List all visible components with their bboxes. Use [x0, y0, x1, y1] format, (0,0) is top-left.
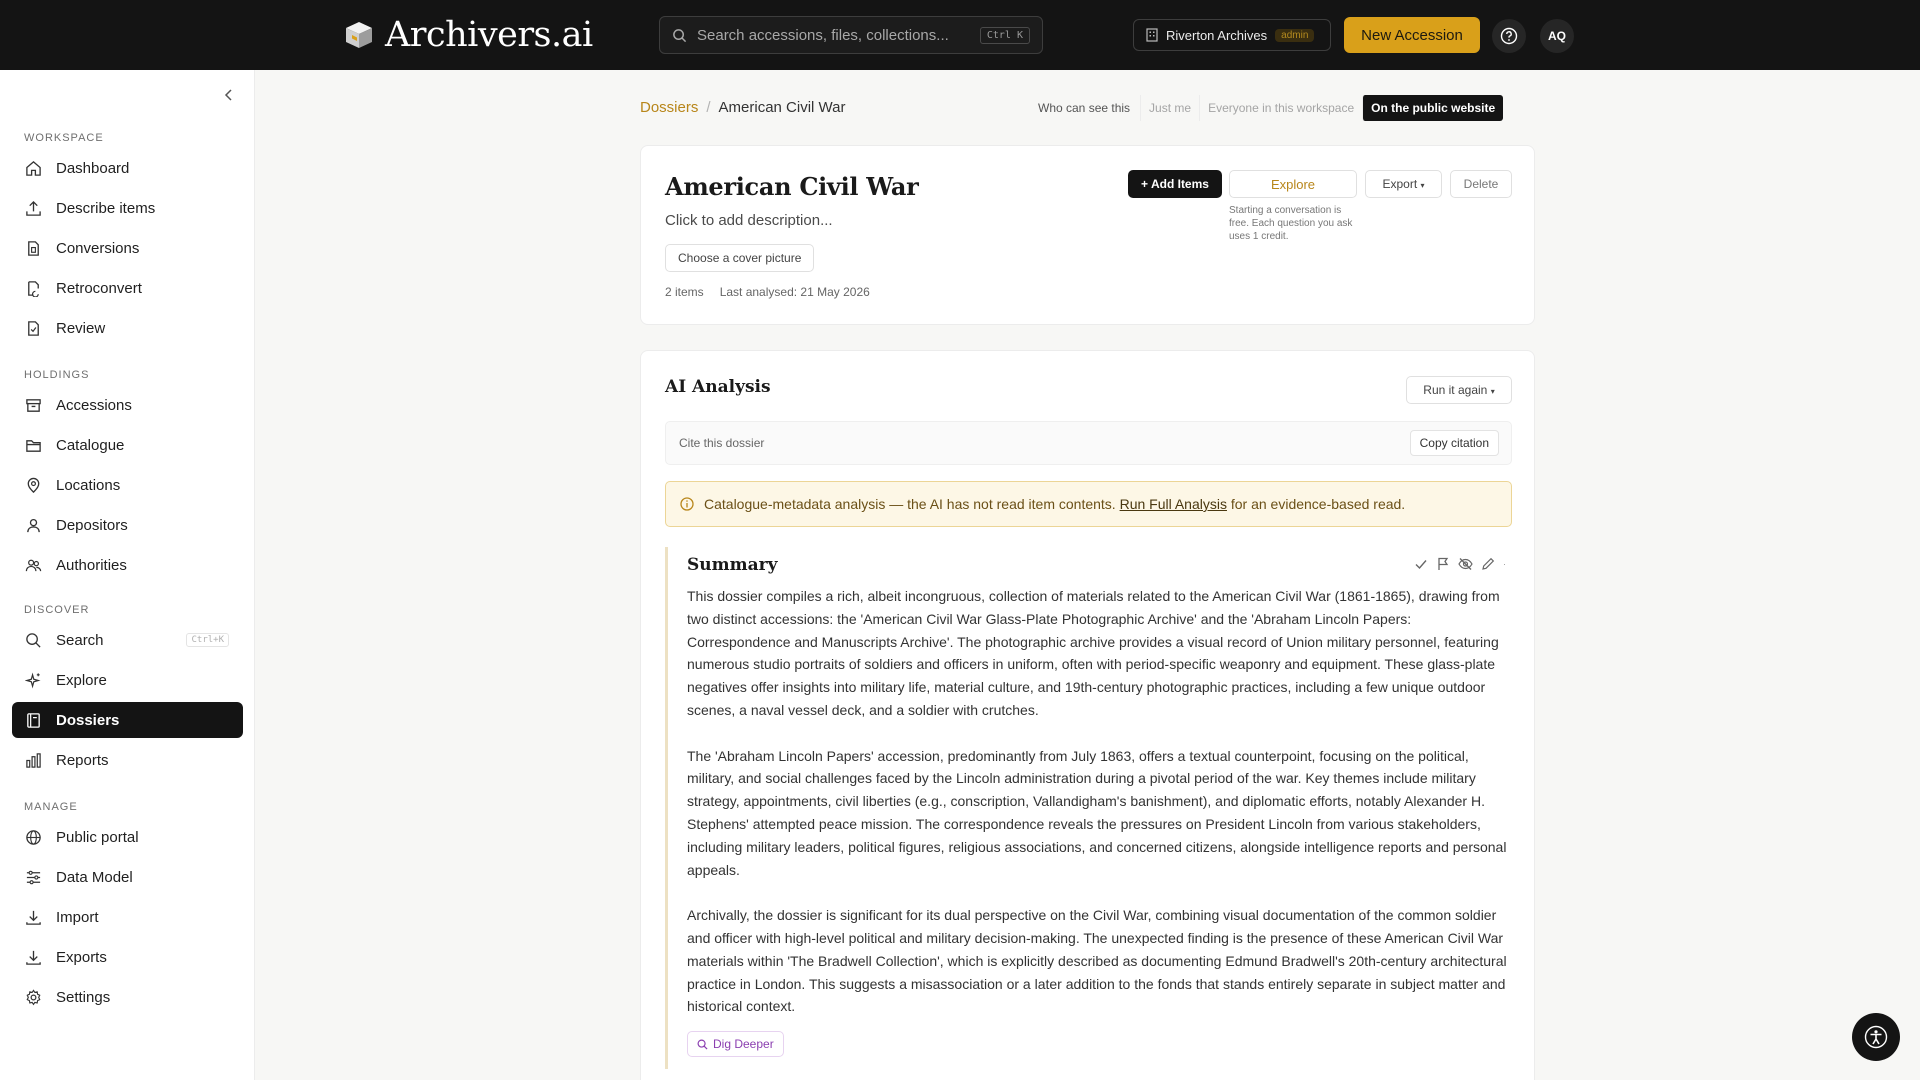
- sidebar: [0, 70, 255, 1080]
- warning-suffix: for an evidence-based read.: [1230, 496, 1406, 512]
- brand-name: Archivers.ai: [385, 15, 593, 55]
- sidebar-item-dossiers[interactable]: [12, 702, 243, 738]
- copy-citation-button[interactable]: Copy citation: [1410, 430, 1499, 456]
- sidebar-item-search[interactable]: [12, 622, 243, 658]
- user-avatar[interactable]: AQ: [1540, 19, 1574, 53]
- help-circle-icon: [1500, 27, 1518, 45]
- sidebar-item-label: Import: [56, 908, 99, 926]
- sidebar-item-label: Search: [56, 631, 104, 649]
- last-analysed: Last analysed: 21 May 2026: [719, 285, 870, 299]
- sidebar-item-label: Exports: [56, 948, 107, 966]
- search-shortcut: Ctrl K: [980, 27, 1030, 44]
- sidebar-item-data-model[interactable]: [12, 859, 243, 895]
- global-search[interactable]: [659, 16, 1043, 54]
- sidebar-item-exports[interactable]: [12, 939, 243, 975]
- sidebar-item-label: Depositors: [56, 516, 128, 534]
- sidebar-item-label: Public portal: [56, 828, 139, 846]
- users-icon: [24, 556, 42, 574]
- sidebar-item-label: Dossiers: [56, 711, 120, 729]
- export-label: Export: [1382, 177, 1418, 191]
- gear-icon: [24, 988, 42, 1006]
- sidebar-item-catalogue[interactable]: [12, 427, 243, 463]
- sidebar-item-label: Explore: [56, 671, 107, 689]
- sidebar-item-explore[interactable]: [12, 662, 243, 698]
- explore-button[interactable]: Explore: [1229, 170, 1357, 198]
- sidebar-item-describe-items[interactable]: [12, 190, 243, 226]
- visibility-option-public[interactable]: On the public website: [1362, 95, 1503, 121]
- sidebar-item-review[interactable]: [12, 310, 243, 346]
- sidebar-item-label: Describe items: [56, 199, 156, 217]
- search-icon: [24, 631, 42, 649]
- ai-analysis-title: AI Analysis: [665, 377, 771, 397]
- accessibility-icon: [1864, 1025, 1888, 1049]
- archive-box-icon: [24, 396, 42, 414]
- visibility-option-workspace[interactable]: Everyone in this workspace: [1199, 95, 1362, 121]
- run-again-button[interactable]: [1406, 376, 1512, 404]
- sidebar-item-label: Settings: [56, 988, 111, 1006]
- sidebar-item-reports[interactable]: [12, 742, 243, 778]
- search-icon: [672, 28, 687, 43]
- export-icon: [24, 948, 42, 966]
- breadcrumb: [640, 99, 846, 116]
- export-button[interactable]: [1365, 170, 1442, 198]
- upload-icon: [24, 199, 42, 217]
- bar-chart-icon: [24, 751, 42, 769]
- sidebar-item-dashboard[interactable]: [12, 150, 243, 186]
- search-shortcut-badge: Ctrl+K: [186, 633, 229, 647]
- visibility-option-just-me[interactable]: Just me: [1140, 95, 1199, 121]
- sidebar-item-public-portal[interactable]: [12, 819, 243, 855]
- pencil-icon[interactable]: [1481, 557, 1495, 571]
- sliders-icon: [24, 868, 42, 886]
- chevron-left-icon: [224, 89, 234, 101]
- summary-section: [665, 547, 1512, 1069]
- add-items-button[interactable]: + Add Items: [1128, 170, 1222, 198]
- run-full-analysis-link[interactable]: Run Full Analysis: [1119, 496, 1227, 512]
- summary-paragraph: This dossier compiles a rich, albeit incongruous, collection of materials related to the American Civil War (1861-1865), drawing from two distinct accessions: the 'American Civil War Glass-Plate Photographic Archive' and the 'Abraham Lincoln Papers: Correspondence and Manuscripts Archive'. The photographic archive provides a visual record of Union military personnel, featuring numerous studio portraits of soldiers and officers in uniform, often with period-specific weaponry and equipment. These glass-plate negatives offer insights into military life, material culture, and 19th-century photographic practices, including a few unique outdoor scenes, a naval vessel deck, and a soldier with crutches.: [687, 588, 1500, 718]
- home-icon: [24, 159, 42, 177]
- cite-dossier-box[interactable]: [665, 421, 1512, 465]
- sidebar-item-depositors[interactable]: [12, 507, 243, 543]
- dossier-header-card: [640, 145, 1535, 325]
- breadcrumb-separator: /: [706, 99, 711, 116]
- section-title-holdings: HOLDINGS: [24, 369, 90, 381]
- sidebar-item-label: Conversions: [56, 239, 140, 257]
- search-icon: [697, 1039, 708, 1050]
- section-title-discover: DISCOVER: [24, 604, 90, 616]
- workspace-name: Riverton Archives: [1166, 27, 1268, 43]
- info-circle-icon: [680, 497, 694, 511]
- sidebar-item-label: Dashboard: [56, 159, 130, 177]
- metadata-warning-banner: [665, 481, 1512, 527]
- choose-cover-button[interactable]: Choose a cover picture: [665, 244, 814, 272]
- eye-off-icon[interactable]: [1458, 557, 1473, 571]
- sidebar-item-label: Locations: [56, 476, 121, 494]
- dig-deeper-button[interactable]: [687, 1031, 784, 1057]
- breadcrumb-current: American Civil War: [718, 99, 846, 116]
- item-count: 2 items: [665, 285, 704, 299]
- dossier-description[interactable]: Click to add description...: [665, 212, 833, 229]
- ai-analysis-card: [640, 350, 1535, 1080]
- explore-note: Starting a conversation is free. Each question you ask uses 1 credit.: [1229, 205, 1353, 242]
- archive-box-logo-icon: [343, 19, 375, 51]
- new-accession-button[interactable]: New Accession: [1344, 17, 1480, 53]
- file-check-icon: [24, 319, 42, 337]
- section-title-manage: MANAGE: [24, 801, 78, 813]
- sidebar-item-locations[interactable]: [12, 467, 243, 503]
- sidebar-item-import[interactable]: [12, 899, 243, 935]
- warning-text: [704, 496, 1405, 512]
- top-bar: [0, 0, 1920, 70]
- check-icon[interactable]: [1414, 557, 1428, 571]
- sidebar-item-label: Review: [56, 319, 106, 337]
- run-again-label: Run it again: [1423, 383, 1488, 397]
- visibility-selector: [1038, 95, 1503, 121]
- dossier-title[interactable]: American Civil War: [665, 172, 919, 201]
- dig-deeper-label: Dig Deeper: [713, 1037, 774, 1051]
- sidebar-item-authorities[interactable]: [12, 547, 243, 583]
- workspace-switcher[interactable]: [1133, 19, 1331, 51]
- book-icon: [24, 711, 42, 729]
- delete-button[interactable]: Delete: [1450, 170, 1512, 198]
- globe-icon: [24, 828, 42, 846]
- building-icon: [1146, 28, 1158, 42]
- warning-prefix: Catalogue-metadata analysis — the AI has not read item contents.: [704, 496, 1116, 512]
- accessibility-button[interactable]: [1852, 1013, 1900, 1061]
- collapse-sidebar-button[interactable]: [218, 84, 240, 106]
- app-logo[interactable]: [343, 14, 593, 56]
- summary-paragraph: Archivally, the dossier is significant for its dual perspective on the Civil War, combining visual documentation of the common soldier and officer with high-level political and military decision-making. The unexpected finding is the presence of these American Civil War materials within 'The Bradwell Collection', which is explicitly described as documenting Edmund Bradwell's 20th-century architectural practice in London. This suggests a misassociation or a later addition to the fonds that stands entirely separate in subject matter and historical context.: [687, 907, 1507, 1015]
- summary-paragraph: The 'Abraham Lincoln Papers' accession, predominantly from July 1863, offers a textual counterpoint, focusing on the political, military, and social challenges faced by the Lincoln administration during a pivotal period of the war. Key themes include military strategy, appointments, civil liberties (e.g., conscription, Vallandigham's banishment), and diplomatic efforts, notably Alexander H. Stephens' attempted peace mission. The correspondence reveals the pressures on President Lincoln from various stakeholders, including military leaders, political figures, religious associations, and concerned citizens, alongside intelligence reports and personal appeals.: [687, 747, 1507, 878]
- sparkle-icon: [24, 671, 42, 689]
- sidebar-item-label: Reports: [56, 751, 109, 769]
- search-input[interactable]: [697, 27, 980, 44]
- user-icon: [24, 516, 42, 534]
- role-badge: admin: [1275, 29, 1314, 42]
- help-button[interactable]: [1492, 19, 1526, 53]
- summary-body: [687, 585, 1507, 1041]
- section-title-workspace: WORKSPACE: [24, 132, 104, 144]
- summary-toolbar: [1414, 557, 1506, 571]
- sidebar-item-label: Accessions: [56, 396, 132, 414]
- sidebar-item-label: Authorities: [56, 556, 127, 574]
- sidebar-item-label: Catalogue: [56, 436, 125, 454]
- visibility-label: Who can see this: [1038, 101, 1131, 115]
- sidebar-item-conversions[interactable]: [12, 230, 243, 266]
- summary-title: Summary: [687, 555, 778, 575]
- cite-label: Cite this dossier: [679, 436, 765, 450]
- caret-down-icon: ▾: [1420, 181, 1425, 190]
- dossier-meta: [665, 285, 870, 299]
- breadcrumb-dossiers-link[interactable]: Dossiers: [640, 99, 699, 116]
- sidebar-item-label: Data Model: [56, 868, 133, 886]
- sidebar-item-label: Retroconvert: [56, 279, 142, 297]
- sidebar-item-retroconvert[interactable]: [12, 270, 243, 306]
- sidebar-item-settings[interactable]: [12, 979, 243, 1015]
- download-icon: [24, 908, 42, 926]
- file-convert-icon: [24, 239, 42, 257]
- sidebar-item-accessions[interactable]: [12, 387, 243, 423]
- folder-icon: [24, 436, 42, 454]
- caret-down-icon: ▾: [1490, 387, 1495, 396]
- more-dot-icon[interactable]: ·: [1503, 559, 1506, 569]
- map-pin-icon: [24, 476, 42, 494]
- file-retro-icon: [24, 279, 42, 297]
- flag-icon[interactable]: [1436, 557, 1450, 571]
